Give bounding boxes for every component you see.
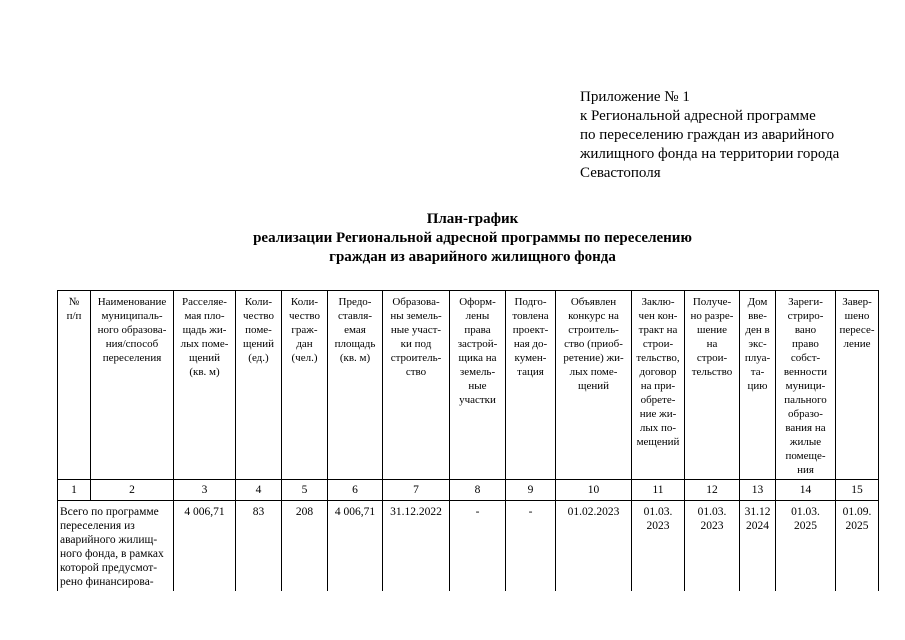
title-line: План-график xyxy=(426,211,519,227)
appendix-line: Севастополя xyxy=(580,165,661,181)
column-number: 10 xyxy=(556,480,632,501)
data-cell: - xyxy=(450,501,506,592)
header-cell: Получе- но разре- шение на строи- тельство xyxy=(685,291,740,480)
appendix-block xyxy=(580,88,839,183)
column-number: 7 xyxy=(383,480,450,501)
data-cell: - xyxy=(506,501,556,592)
header-cell: Наименование муниципаль- ного образова- ния/способ переселения xyxy=(91,291,174,480)
data-cell: 83 xyxy=(236,501,282,592)
header-cell: Заклю- чен кон- тракт на строи- тельство, договор на при- обрете- ние жи- лых по- мещений xyxy=(632,291,685,480)
table-row xyxy=(58,501,879,592)
column-number: 8 xyxy=(450,480,506,501)
header-cell: Зареги- стриро- вано право собст- венности муници- пального образо- вания на жилые помеще- ния xyxy=(776,291,836,480)
schedule-table xyxy=(57,290,879,591)
title-line: реализации Региональной адресной программы по переселению xyxy=(253,230,692,246)
column-number: 11 xyxy=(632,480,685,501)
column-number: 14 xyxy=(776,480,836,501)
header-cell: Завер- шено пересе- ление xyxy=(836,291,879,480)
header-cell: Оформ- лены права застрой- щика на земель- ные участки xyxy=(450,291,506,480)
data-cell: 01.09. 2025 xyxy=(836,501,879,592)
header-cell: Предо- ставля- емая площадь (кв. м) xyxy=(328,291,383,480)
data-cell: 01.03. 2023 xyxy=(685,501,740,592)
column-number: 15 xyxy=(836,480,879,501)
header-cell: Образова- ны земель- ные участ- ки под строитель- ство xyxy=(383,291,450,480)
table-header-row xyxy=(58,291,879,480)
title-line: граждан из аварийного жилищного фонда xyxy=(329,249,616,265)
data-cell: 4 006,71 xyxy=(328,501,383,592)
column-number: 5 xyxy=(282,480,328,501)
appendix-line: к Региональной адресной программе xyxy=(580,108,816,124)
data-cell: 01.03. 2025 xyxy=(776,501,836,592)
data-cell: 01.03. 2023 xyxy=(632,501,685,592)
column-number-row xyxy=(58,480,879,501)
data-cell: 208 xyxy=(282,501,328,592)
appendix-line: по переселению граждан из аварийного xyxy=(580,127,835,143)
appendix-line: Приложение № 1 xyxy=(580,89,690,105)
row-label-cell: Всего по программе переселения из аварийного жилищ- ного фонда, в рамках которой предусмот- рено финансирова- xyxy=(58,501,174,592)
column-number: 4 xyxy=(236,480,282,501)
data-cell: 4 006,71 xyxy=(174,501,236,592)
header-cell: Коли- чество граж- дан (чел.) xyxy=(282,291,328,480)
header-cell: Дом вве- ден в экс- плуа- та- цию xyxy=(740,291,776,480)
document-title xyxy=(0,210,905,267)
header-cell: Коли- чество поме- щений (ед.) xyxy=(236,291,282,480)
header-cell: Подго- товлена проект- ная до- кумен- тация xyxy=(506,291,556,480)
data-cell: 31.12.2022 xyxy=(383,501,450,592)
column-number: 1 xyxy=(58,480,91,501)
column-number: 2 xyxy=(91,480,174,501)
header-cell: Объявлен конкурс на строитель- ство (приоб- ретение) жи- лых поме- щений xyxy=(556,291,632,480)
appendix-line: жилищного фонда на территории города xyxy=(580,146,840,162)
column-number: 6 xyxy=(328,480,383,501)
column-number: 9 xyxy=(506,480,556,501)
header-cell: Расселяе- мая пло- щадь жи- лых поме- щений (кв. м) xyxy=(174,291,236,480)
data-cell: 31.12 2024 xyxy=(740,501,776,592)
data-cell: 01.02.2023 xyxy=(556,501,632,592)
column-number: 13 xyxy=(740,480,776,501)
column-number: 3 xyxy=(174,480,236,501)
column-number: 12 xyxy=(685,480,740,501)
header-cell: № п/п xyxy=(58,291,91,480)
